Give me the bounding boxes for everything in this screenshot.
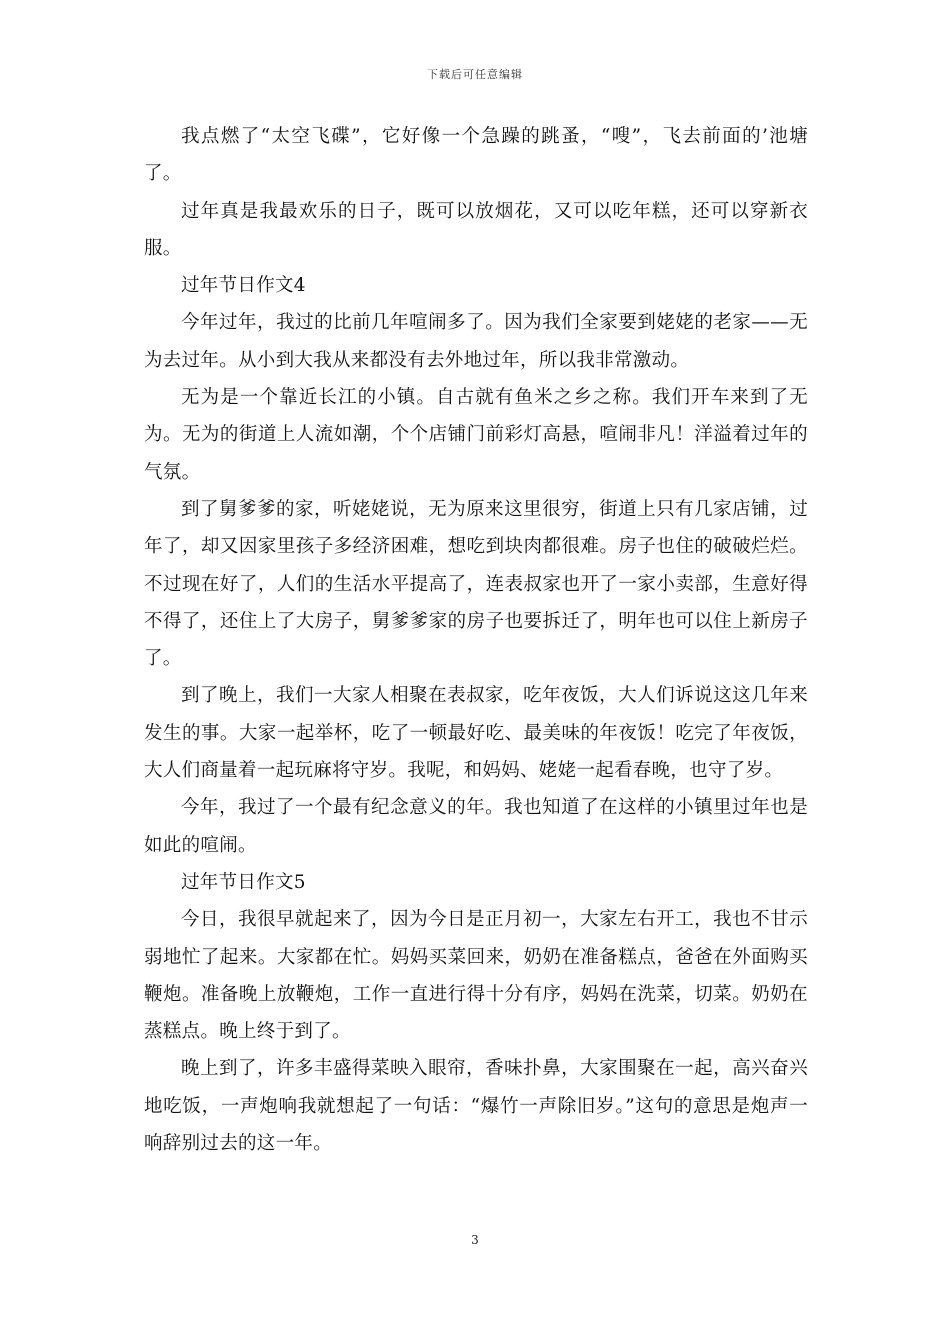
section-heading: 过年节日作文5 [181, 871, 306, 893]
paragraph: 今年，我过了一个最有纪念意义的年。我也知道了在这样的小镇里过年也是如此的喧闹。 [144, 797, 808, 856]
section-heading: 过年节日作文4 [181, 275, 306, 297]
paragraph: 今日，我很早就起来了，因为今日是正月初一，大家左右开工，我也不甘示弱地忙了起来。大家都在忙。妈妈买菜回来，奶奶在准备糕点，爸爸在外面购买鞭炮。准备晚上放鞭炮，工作一直进行得十分有序，妈妈在洗菜，切菜。奶奶在蒸糕点。晚上终于到了。 [144, 909, 808, 1043]
paragraph: 无为是一个靠近长江的小镇。自古就有鱼米之乡之称。我们开车来到了无为。无为的街道上人流如潮，个个店铺门前彩灯高悬，喧闹非凡！洋溢着过年的气氛。 [144, 387, 808, 483]
page-number: 3 [471, 1233, 479, 1247]
paragraph: 到了晚上，我们一大家人相聚在表叔家，吃年夜饭，大人们诉说这这几年来发生的事。大家一起举杯，吃了一顿最好吃、最美味的年夜饭！吃完了年夜饭，大人们商量着一起玩麻将守岁。我呢，和妈妈、姥姥一起看春晚，也守了岁。 [144, 685, 808, 782]
document-body [144, 118, 808, 1162]
page-header: 下载后可任意编辑 [427, 68, 523, 81]
paragraph: 今年过年，我过的比前几年喧闹多了。因为我们全家要到姥姥的老家——无为去过年。从小到大我从来都没有去外地过年，所以我非常激动。 [144, 312, 808, 371]
paragraph: 到了舅爹爹的家，听姥姥说，无为原来这里很穷，街道上只有几家店铺，过年了，却又因家里孩子多经济困难，想吃到块肉都很难。房子也住的破破烂烂。不过现在好了，人们的生活水平提高了，连表叔家也开了一家小卖部，生意好得不得了，还住上了大房子，舅爹爹家的房子也要拆迁了，明年也可以住上新房子了。 [144, 498, 808, 670]
paragraph: 过年真是我最欢乐的日子，既可以放烟花，又可以吃年糕，还可以穿新衣服。 [144, 200, 808, 259]
paragraph: 我点燃了“太空飞碟”，它好像一个急躁的跳蚤，“嗖”，飞去前面的’池塘了。 [144, 126, 808, 185]
paragraph: 晚上到了，许多丰盛得菜映入眼帘，香味扑鼻，大家围聚在一起，高兴奋兴地吃饭，一声炮响我就想起了一句话：“爆竹一声除旧岁。”这句的意思是炮声一响辞别过去的这一年。 [144, 1058, 808, 1155]
